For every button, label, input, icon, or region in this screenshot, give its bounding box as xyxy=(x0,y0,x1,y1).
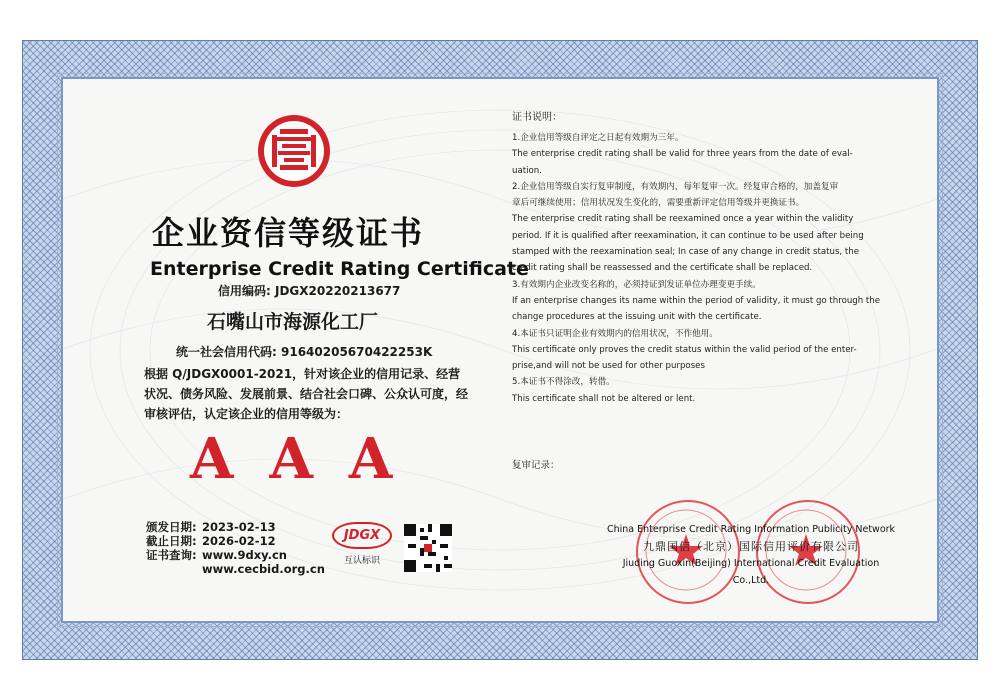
note-line: 1.企业信用等级自评定之日起有效期为三年。 xyxy=(512,133,684,143)
note-line: 章后可继续使用；信用状况发生变化的，需要重新评定信用等级并更换证书。 xyxy=(512,198,805,209)
note-line: stamped with the reexamination seal; In case of any change in credit status, the xyxy=(512,247,859,258)
note-line: This certificate shall not be altered or lent. xyxy=(512,393,696,404)
note-line: 2.企业信用等级自实行复审制度，有效期内，每年复审一次。经复审合格的，加盖复审 xyxy=(512,181,839,192)
issue-date: 2023-02-13 xyxy=(202,520,276,534)
uscc-value: 91640205670422253K xyxy=(281,345,433,359)
issue-date-label: 颁发日期: xyxy=(146,520,197,534)
uscc xyxy=(176,343,432,360)
note-line: uation. xyxy=(512,165,542,176)
note-line: The enterprise credit rating shall be valid for three years from the date of eval- xyxy=(512,149,853,160)
review-record-label: 复审记录： xyxy=(512,460,560,471)
qr-code-icon[interactable] xyxy=(404,524,452,572)
notes-heading: 证书说明： xyxy=(512,112,562,123)
query-url-1[interactable]: www.9dxy.cn xyxy=(202,548,287,562)
credit-code-label: 信用编码: xyxy=(218,284,271,298)
note-line: 3.有效期内企业改变名称的，必须持证到发证单位办理变更手续。 xyxy=(512,279,761,290)
note-line: The enterprise credit rating shall be reexamined once a year within the validity xyxy=(512,214,854,225)
note-line: credit rating shall be reassessed and the certificate shall be replaced. xyxy=(512,263,813,274)
issuer-network-en: China Enterprise Credit Rating Information Publicity Network xyxy=(606,524,896,535)
note-line: If an enterprise changes its name within the period of validity, it must go through the xyxy=(512,295,881,306)
jdgx-logo xyxy=(332,522,392,566)
credit-code xyxy=(218,282,400,299)
assessment-basis-text: 根据 Q/JDGX0001-2021，针对该企业的信用记录、经营状况、债务风险、发展前景、结合社会口碑、公众认可度，经审核评估，认定该企业的信用等级为： xyxy=(144,367,469,421)
note-line: 4.本证书只证明企业有效期内的信用状况，不作他用。 xyxy=(512,328,718,339)
query-label: 证书查询: xyxy=(146,548,197,562)
credit-code-value: JDGX20220213677 xyxy=(275,284,401,298)
jdgx-logo-caption: 互认标识 xyxy=(343,556,380,566)
uscc-label: 统一社会信用代码: xyxy=(176,345,277,359)
issuer-block xyxy=(606,521,896,589)
note-line: 5.本证书不得涂改，转借。 xyxy=(512,377,615,388)
expiry-date-label: 截止日期: xyxy=(146,534,197,548)
query-url-2[interactable]: www.cecbid.org.cn xyxy=(202,562,325,576)
company-name: 石嘴山市海源化工厂 xyxy=(207,311,379,333)
notes-list xyxy=(512,130,888,407)
jdgx-logo-mark: JDGX xyxy=(332,522,392,549)
emblem-icon xyxy=(256,113,332,189)
note-line: This certificate only proves the credit status within the valid period of the enter- xyxy=(512,344,857,355)
credit-grade: AAA xyxy=(190,426,429,492)
expiry-date: 2026-02-12 xyxy=(202,534,276,548)
certificate-title-cn: 企业资信等级证书 xyxy=(152,214,425,252)
note-line: prise,and will not be used for other purposes xyxy=(512,361,705,372)
note-line: period. If it is qualified after reexamination, it can continue to be used after being xyxy=(512,230,864,241)
date-block xyxy=(146,520,325,576)
certificate-title-en: Enterprise Credit Rating Certificate xyxy=(150,258,529,280)
note-line: change procedures at the issuing unit with the certificate. xyxy=(512,312,762,323)
issuer-name-en: Jiuding Guoxin(Beijing) International Credit Evaluation Co.,Ltd. xyxy=(622,558,880,586)
issuer-name-cn: 九鼎国信（北京）国际信用评价有限公司 xyxy=(643,540,859,553)
